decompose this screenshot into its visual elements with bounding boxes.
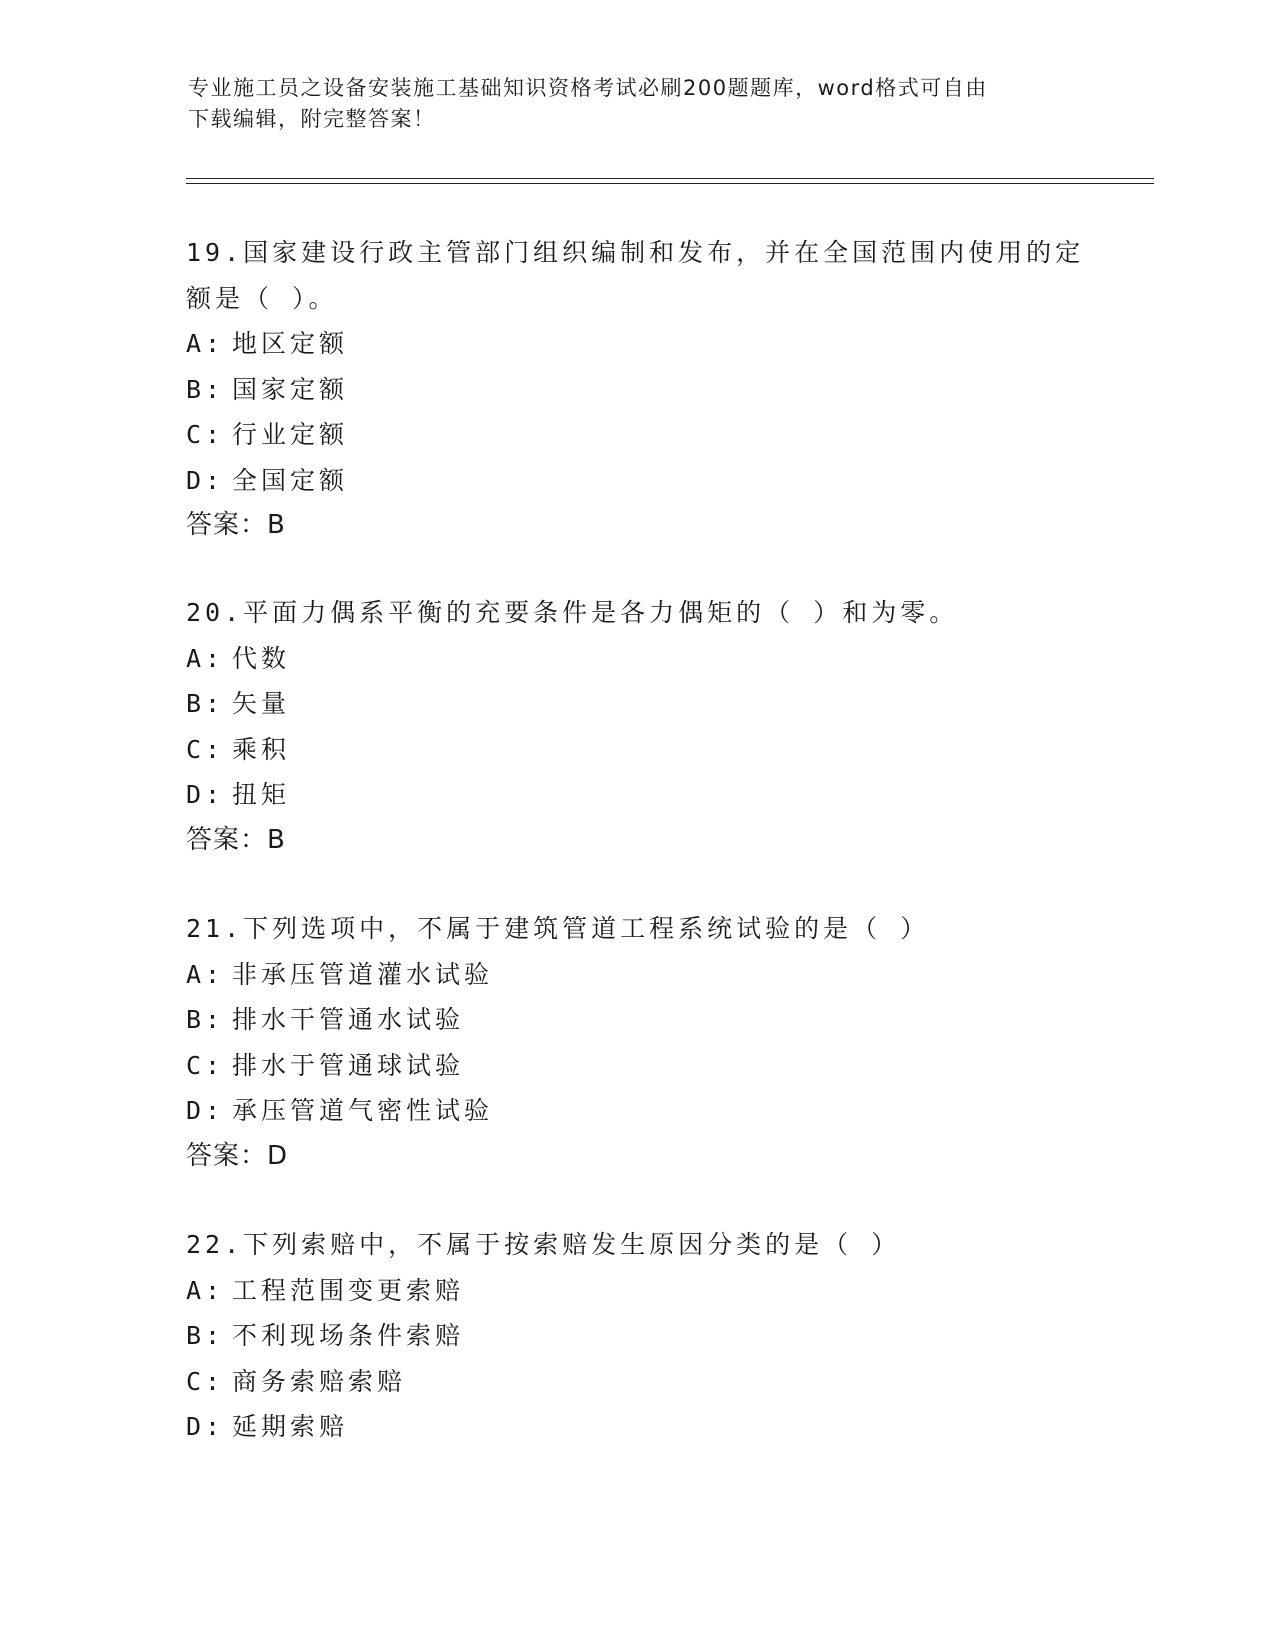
- option-b: [186, 1313, 1086, 1359]
- option-text: 乘积: [232, 734, 291, 764]
- option-letter: C:: [186, 734, 225, 764]
- option-c: [186, 412, 1086, 458]
- header-line-2: 下载编辑，附完整答案！: [188, 107, 436, 131]
- option-c: [186, 1359, 1086, 1405]
- option-text: 排水干管通水试验: [232, 1005, 465, 1034]
- option-letter: D:: [186, 1096, 225, 1125]
- answer-line: 答案：B: [186, 510, 286, 540]
- option-a: [186, 952, 1086, 998]
- option-a: [186, 636, 1086, 682]
- option-a: [186, 1268, 1086, 1314]
- option-letter: A:: [186, 643, 225, 673]
- option-text: 非承压管道灌水试验: [232, 959, 494, 989]
- option-d: [186, 772, 1086, 818]
- option-d: [186, 458, 1086, 504]
- option-letter: C:: [186, 1050, 225, 1080]
- option-d: [186, 1088, 1086, 1134]
- option-letter: A:: [186, 1275, 225, 1305]
- option-text: 工程范围变更索赔: [232, 1275, 465, 1305]
- question-stem: 20.平面力偶系平衡的充要条件是各力偶矩的（ ）和为零。: [186, 598, 959, 627]
- header-divider-top: [186, 178, 1154, 179]
- option-letter: D:: [186, 1412, 225, 1441]
- question-19: [186, 230, 1086, 549]
- option-text: 国家定额: [232, 374, 349, 404]
- question-21: [186, 906, 1086, 1179]
- option-text: 不利现场条件索赔: [232, 1321, 465, 1350]
- option-letter: D:: [186, 780, 225, 809]
- option-text: 排水于管通球试验: [232, 1050, 465, 1080]
- option-text: 地区定额: [232, 329, 349, 358]
- option-text: 商务索赔索赔: [232, 1366, 407, 1396]
- option-letter: B:: [186, 1321, 225, 1350]
- option-text: 承压管道气密性试验: [232, 1096, 494, 1125]
- option-c: [186, 727, 1086, 773]
- option-text: 延期索赔: [232, 1412, 349, 1441]
- option-letter: A:: [186, 959, 225, 989]
- question-20: [186, 590, 1086, 863]
- option-b: [186, 367, 1086, 413]
- option-letter: A:: [186, 329, 225, 358]
- answer-line: 答案：B: [186, 824, 286, 855]
- answer-line: 答案：D: [186, 1140, 289, 1171]
- option-text: 代数: [232, 643, 291, 673]
- question-stem: 21.下列选项中，不属于建筑管道工程系统试验的是（ ）: [186, 914, 930, 943]
- option-text: 矢量: [232, 689, 291, 718]
- question-stem-continued: 额是（ ）。: [186, 283, 338, 313]
- option-letter: D:: [186, 465, 225, 495]
- option-a: [186, 321, 1086, 367]
- option-text: 扭矩: [232, 780, 291, 809]
- document-header: [188, 73, 1088, 135]
- option-letter: B:: [186, 1005, 225, 1034]
- option-letter: B:: [186, 374, 225, 404]
- option-text: 全国定额: [232, 465, 349, 495]
- option-d: [186, 1404, 1086, 1450]
- question-22: [186, 1222, 1086, 1450]
- option-letter: C:: [186, 420, 225, 449]
- option-b: [186, 997, 1086, 1043]
- option-c: [186, 1043, 1086, 1089]
- header-line-1: 专业施工员之设备安装施工基础知识资格考试必刷200题题库，word格式可自由: [188, 76, 988, 100]
- option-b: [186, 681, 1086, 727]
- option-letter: C:: [186, 1366, 225, 1396]
- header-divider-bottom: [186, 183, 1154, 184]
- option-text: 行业定额: [232, 420, 349, 449]
- option-letter: B:: [186, 689, 225, 718]
- question-stem: 19.国家建设行政主管部门组织编制和发布，并在全国范围内使用的定: [186, 238, 1085, 267]
- question-stem: 22.下列索赔中，不属于按索赔发生原因分类的是（ ）: [186, 1230, 901, 1259]
